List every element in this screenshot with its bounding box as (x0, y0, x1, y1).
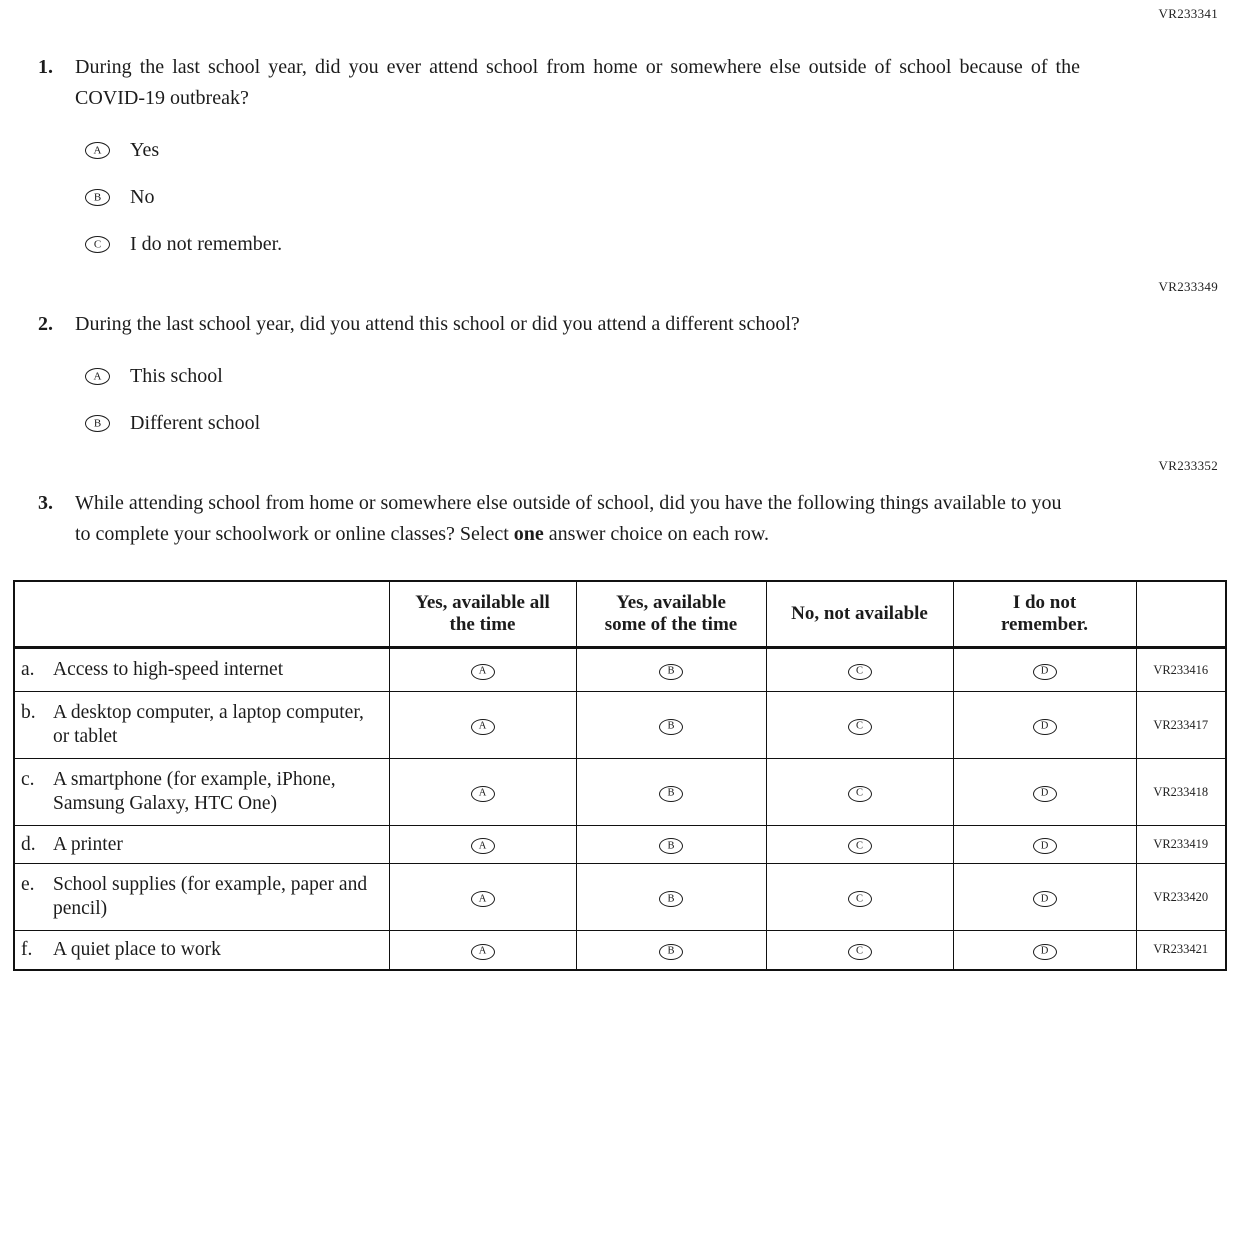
form-code-q2: VR233349 (1158, 279, 1218, 294)
question-2-number: 2. (38, 313, 53, 335)
answer-bubble-a[interactable] (471, 944, 495, 960)
row-code: VR233416 (1136, 648, 1226, 692)
bubble-letter: D (1040, 945, 1049, 957)
answer-bubble-a[interactable] (471, 664, 495, 680)
row-label: A quiet place to work (53, 938, 221, 960)
row-code: VR233417 (1136, 692, 1226, 759)
question-3-text-part2: answer choice on each row. (543, 523, 770, 545)
row-letter: c. (21, 769, 35, 790)
header-cell-code (1136, 581, 1226, 648)
header-cell-empty (14, 581, 389, 648)
table-row-c (14, 759, 1226, 826)
table-header-row (14, 581, 1226, 648)
answer-bubble-c[interactable] (848, 719, 872, 735)
row-letter: b. (21, 702, 36, 723)
bubble-letter: A (478, 665, 487, 677)
table-row-b (14, 692, 1226, 759)
option-label: Different school (130, 412, 261, 434)
answer-bubble-b[interactable] (659, 944, 683, 960)
question-3-text-part1: While attending school from home or somewhere else outside of school, did you have the following things available to you to complete your schoolwork or online classes? Select (75, 492, 1062, 545)
option-label: I do not remember. (130, 233, 283, 255)
question-1 (38, 52, 1194, 279)
bubble-letter: A (478, 893, 487, 905)
row-label: School supplies (for example, paper and pencil) (53, 874, 368, 920)
answer-bubble-c[interactable] (848, 664, 872, 680)
answer-bubble-d[interactable] (1033, 944, 1057, 960)
bubble-letter: C (855, 665, 863, 677)
bubble-letter: B (667, 787, 675, 799)
form-code-q1: VR233341 (1158, 6, 1218, 21)
question-1-text: During the last school year, did you ever attend school from home or somewhere else outside of school because of the COVID-19 outbreak? (75, 56, 1080, 109)
answer-bubble-d[interactable] (1033, 664, 1057, 680)
table-row-d (14, 826, 1226, 864)
table-row-e (14, 864, 1226, 931)
answer-bubble-c[interactable] (848, 944, 872, 960)
question-3-number: 3. (38, 492, 53, 514)
header-cell-available-all: Yes, available all the time (389, 581, 576, 648)
bubble-letter: D (1040, 893, 1049, 905)
bubble-letter: B (93, 191, 102, 204)
bubble-letter: B (667, 840, 675, 852)
bubble-letter: B (667, 665, 675, 677)
bubble-letter: C (855, 945, 863, 957)
row-code: VR233421 (1136, 931, 1226, 970)
bubble-letter: B (667, 893, 675, 905)
answer-bubble-a[interactable] (85, 368, 110, 385)
bubble-letter: B (93, 417, 102, 430)
answer-bubble-a[interactable] (471, 719, 495, 735)
bubble-letter: A (93, 370, 102, 383)
bubble-letter: C (855, 893, 863, 905)
answer-bubble-b[interactable] (659, 664, 683, 680)
answer-bubble-b[interactable] (659, 786, 683, 802)
answer-bubble-d[interactable] (1033, 891, 1057, 907)
table-row-f (14, 931, 1226, 970)
bubble-letter: A (478, 720, 487, 732)
question-2-text: During the last school year, did you attend this school or did you attend a different school? (75, 313, 800, 335)
bubble-letter: D (1040, 665, 1049, 677)
answer-bubble-a[interactable] (471, 786, 495, 802)
question-2-options (75, 364, 1080, 436)
answer-bubble-c[interactable] (85, 236, 110, 253)
row-letter: a. (21, 659, 35, 680)
question-3-bold-word: one (513, 523, 544, 545)
row-label: A desktop computer, a laptop computer, or tablet (53, 702, 364, 747)
option-q1-yes[interactable] (85, 138, 1080, 163)
row-code: VR233420 (1136, 864, 1226, 931)
option-q1-do-not-remember[interactable] (85, 232, 1080, 257)
table-row-a (14, 648, 1226, 692)
bubble-letter: D (1040, 720, 1049, 732)
option-label: This school (130, 365, 223, 387)
row-letter: e. (21, 874, 35, 896)
header-cell-available-some: Yes, available some of the time (576, 581, 766, 648)
row-label: A smartphone (for example, iPhone, Samsung Galaxy, HTC One) (53, 769, 336, 814)
row-letter: d. (21, 833, 36, 855)
option-q2-different-school[interactable] (85, 411, 1080, 436)
row-label: Access to high-speed internet (53, 659, 284, 680)
bubble-letter: A (478, 787, 487, 799)
bubble-letter: D (1040, 787, 1049, 799)
bubble-letter: C (855, 840, 863, 852)
row-code: VR233418 (1136, 759, 1226, 826)
question-3-table (13, 580, 1227, 971)
bubble-letter: A (478, 945, 487, 957)
row-code: VR233419 (1136, 826, 1226, 864)
answer-bubble-b[interactable] (85, 189, 110, 206)
bubble-letter: B (667, 720, 675, 732)
question-3 (38, 488, 1194, 550)
question-1-number: 1. (38, 56, 53, 78)
option-q2-this-school[interactable] (85, 364, 1080, 389)
answer-bubble-a[interactable] (471, 838, 495, 854)
answer-bubble-b[interactable] (659, 719, 683, 735)
form-code-q3: VR233352 (1158, 458, 1218, 473)
answer-bubble-b[interactable] (659, 891, 683, 907)
bubble-letter: D (1040, 840, 1049, 852)
question-3-text (75, 488, 1080, 550)
row-label: A printer (53, 833, 123, 855)
answer-bubble-c[interactable] (848, 838, 872, 854)
answer-bubble-c[interactable] (848, 786, 872, 802)
answer-bubble-d[interactable] (1033, 838, 1057, 854)
bubble-letter: C (855, 787, 863, 799)
option-label: Yes (130, 139, 160, 161)
answer-bubble-a[interactable] (471, 891, 495, 907)
bubble-letter: C (93, 238, 102, 251)
answer-bubble-d[interactable] (1033, 719, 1057, 735)
row-letter: f. (21, 938, 33, 960)
bubble-letter: B (667, 945, 675, 957)
question-1-options (75, 138, 1080, 257)
answer-bubble-d[interactable] (1033, 786, 1057, 802)
answer-bubble-c[interactable] (848, 891, 872, 907)
bubble-letter: A (93, 144, 102, 157)
bubble-letter: A (478, 840, 487, 852)
question-2 (38, 309, 1194, 458)
answer-bubble-a[interactable] (85, 142, 110, 159)
option-label: No (130, 186, 155, 208)
bubble-letter: C (855, 720, 863, 732)
answer-bubble-b[interactable] (659, 838, 683, 854)
option-q1-no[interactable] (85, 185, 1080, 210)
answer-bubble-b[interactable] (85, 415, 110, 432)
header-cell-not-available: No, not available (766, 581, 953, 648)
header-cell-do-not-remember: I do not remember. (953, 581, 1136, 648)
